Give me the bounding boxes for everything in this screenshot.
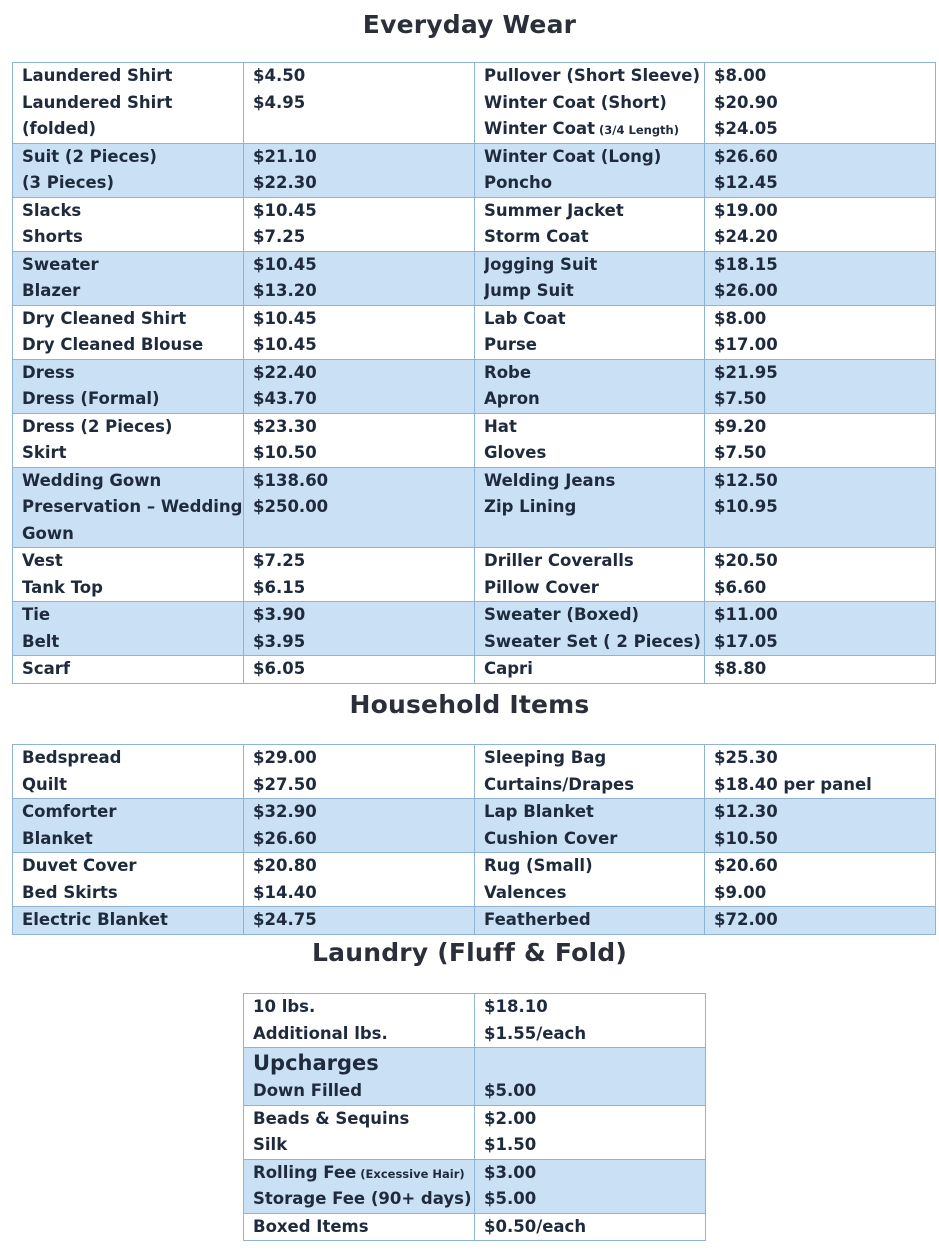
item-price: $25.30 bbox=[714, 748, 778, 767]
price-row bbox=[13, 745, 936, 799]
item-price-cell bbox=[705, 251, 936, 305]
item-name: Quilt bbox=[22, 774, 67, 794]
item-price-cell bbox=[705, 656, 936, 684]
price-row bbox=[13, 907, 936, 935]
item-price-cell bbox=[244, 602, 475, 656]
item-price: $20.90 bbox=[714, 92, 778, 112]
item-price: $138.60 bbox=[253, 470, 329, 490]
item-price-cell bbox=[475, 1048, 706, 1106]
price-row bbox=[244, 1159, 706, 1213]
item-price: $21.95 bbox=[714, 362, 778, 382]
price-row bbox=[13, 602, 936, 656]
item-name-cell bbox=[475, 656, 705, 684]
item-name-cell bbox=[475, 413, 705, 467]
item-price: $250.00 bbox=[253, 497, 329, 516]
item-name: Down Filled bbox=[253, 1081, 363, 1100]
item-price: $1.50 bbox=[484, 1135, 537, 1154]
item-price: $18.10 bbox=[484, 997, 548, 1016]
item-name-cell bbox=[475, 305, 705, 359]
item-price: $3.95 bbox=[253, 631, 306, 651]
item-price: $27.50 bbox=[253, 774, 317, 794]
item-name: Valences bbox=[484, 882, 567, 902]
item-name-cell bbox=[13, 305, 244, 359]
price-row bbox=[13, 305, 936, 359]
item-price-cell bbox=[705, 799, 936, 853]
item-name: Winter Coat (3/4 Length) bbox=[484, 119, 679, 138]
item-name: Scarf bbox=[22, 659, 71, 678]
item-price: $26.00 bbox=[714, 281, 778, 300]
item-price: $12.45 bbox=[714, 173, 778, 192]
item-price: $8.00 bbox=[714, 66, 767, 85]
item-name: Dress bbox=[22, 362, 75, 382]
item-name-cell bbox=[13, 602, 244, 656]
price-row bbox=[13, 359, 936, 413]
item-price: $10.50 bbox=[714, 828, 778, 848]
item-price: $32.90 bbox=[253, 802, 317, 821]
item-qualifier: (Excessive Hair) bbox=[356, 1166, 465, 1181]
item-price: $21.10 bbox=[253, 146, 317, 166]
item-price-cell bbox=[705, 853, 936, 907]
item-name: Poncho bbox=[484, 173, 553, 192]
household-items-table bbox=[12, 744, 936, 935]
item-price: $6.15 bbox=[253, 577, 306, 597]
item-price: $10.95 bbox=[714, 497, 778, 516]
price-row bbox=[244, 994, 706, 1048]
item-price: $19.00 bbox=[714, 200, 778, 220]
item-price: $3.00 bbox=[484, 1162, 537, 1182]
item-price-cell bbox=[244, 251, 475, 305]
item-price: $23.30 bbox=[253, 416, 317, 436]
item-name: Gown bbox=[22, 523, 74, 543]
item-name: Belt bbox=[22, 631, 60, 651]
item-price-cell bbox=[244, 745, 475, 799]
item-name-cell bbox=[13, 63, 244, 144]
item-name: Boxed Items bbox=[253, 1216, 369, 1236]
spacer bbox=[484, 1048, 705, 1078]
item-name: Laundered Shirt bbox=[22, 92, 173, 112]
item-name-cell bbox=[475, 251, 705, 305]
item-price: $72.00 bbox=[714, 910, 778, 929]
item-name: Sweater bbox=[22, 254, 99, 274]
item-price: $4.95 bbox=[253, 92, 306, 112]
price-row bbox=[13, 467, 936, 548]
item-price: $5.00 bbox=[484, 1081, 537, 1100]
item-name: Capri bbox=[484, 659, 533, 678]
price-row bbox=[13, 413, 936, 467]
price-row bbox=[244, 1213, 706, 1241]
item-name: Dry Cleaned Shirt bbox=[22, 308, 187, 328]
item-name: Winter Coat (Long) bbox=[484, 146, 662, 166]
item-name-cell bbox=[13, 467, 244, 548]
item-name: Jogging Suit bbox=[484, 254, 598, 274]
item-name-cell bbox=[244, 994, 475, 1048]
item-name: Bed Skirts bbox=[22, 882, 118, 902]
item-price: $18.40 per panel bbox=[714, 774, 872, 794]
price-row bbox=[13, 799, 936, 853]
item-price: $3.90 bbox=[253, 605, 306, 624]
item-name: Storm Coat bbox=[484, 227, 589, 246]
item-name-cell bbox=[475, 799, 705, 853]
item-name: Dry Cleaned Blouse bbox=[22, 335, 204, 354]
item-price-cell bbox=[475, 994, 706, 1048]
item-price: $7.25 bbox=[253, 551, 306, 570]
item-price-cell bbox=[705, 907, 936, 935]
item-price: $7.50 bbox=[714, 389, 767, 408]
item-price-cell bbox=[244, 467, 475, 548]
item-price: $20.50 bbox=[714, 551, 778, 570]
item-name-cell bbox=[244, 1213, 475, 1241]
item-name-cell bbox=[13, 197, 244, 251]
item-name-cell bbox=[13, 143, 244, 197]
item-price-cell bbox=[244, 853, 475, 907]
item-name: Robe bbox=[484, 362, 532, 382]
item-price: $0.50/each bbox=[484, 1216, 587, 1236]
item-price: $5.00 bbox=[484, 1189, 537, 1208]
item-price: $20.60 bbox=[714, 856, 778, 875]
item-name: Dress (Formal) bbox=[22, 389, 160, 408]
item-price: $10.50 bbox=[253, 443, 317, 462]
item-name: Suit (2 Pieces) bbox=[22, 146, 157, 166]
item-name: Additional lbs. bbox=[253, 1023, 388, 1043]
item-name: Jump Suit bbox=[484, 281, 574, 300]
item-price-cell bbox=[244, 548, 475, 602]
item-price-cell bbox=[705, 63, 936, 144]
item-name: Skirt bbox=[22, 443, 67, 462]
item-name: Lap Blanket bbox=[484, 802, 594, 821]
item-price-cell bbox=[475, 1213, 706, 1241]
item-price-cell bbox=[244, 197, 475, 251]
item-name: Pullover (Short Sleeve) bbox=[484, 66, 700, 85]
item-price: $11.00 bbox=[714, 605, 778, 624]
item-price bbox=[253, 116, 474, 143]
item-name-cell bbox=[13, 413, 244, 467]
item-price: $12.30 bbox=[714, 802, 778, 821]
item-price: $24.75 bbox=[253, 910, 317, 929]
price-row bbox=[13, 143, 936, 197]
item-name: Rolling Fee (Excessive Hair) bbox=[253, 1162, 465, 1182]
item-price-cell bbox=[705, 467, 936, 548]
item-name: Tank Top bbox=[22, 577, 103, 597]
item-price: $10.45 bbox=[253, 335, 317, 354]
item-name: Gloves bbox=[484, 443, 547, 462]
item-price: $6.60 bbox=[714, 577, 767, 597]
item-name: Vest bbox=[22, 551, 63, 570]
item-price: $7.25 bbox=[253, 227, 306, 246]
item-name: (3 Pieces) bbox=[22, 173, 115, 192]
item-price: $9.00 bbox=[714, 882, 767, 902]
item-name: Electric Blanket bbox=[22, 910, 168, 929]
item-name: Winter Coat (Short) bbox=[484, 92, 667, 112]
item-name-cell bbox=[244, 1048, 475, 1106]
item-price: $20.80 bbox=[253, 856, 317, 875]
item-name: Wedding Gown bbox=[22, 470, 162, 490]
item-price: $7.50 bbox=[714, 443, 767, 462]
item-name: Blanket bbox=[22, 828, 93, 848]
item-qualifier: (3/4 Length) bbox=[595, 123, 679, 137]
item-price: $18.15 bbox=[714, 254, 778, 274]
item-name: Lab Coat bbox=[484, 308, 566, 328]
price-row bbox=[13, 656, 936, 684]
item-price: $10.45 bbox=[253, 308, 317, 328]
item-name: Dress (2 Pieces) bbox=[22, 416, 173, 436]
item-price-cell bbox=[244, 63, 475, 144]
item-name: Sweater (Boxed) bbox=[484, 605, 640, 624]
item-price: $17.05 bbox=[714, 631, 778, 651]
item-name-cell bbox=[475, 602, 705, 656]
item-name: Duvet Cover bbox=[22, 856, 137, 875]
item-price-cell bbox=[475, 1105, 706, 1159]
item-name: Blazer bbox=[22, 281, 81, 300]
item-name: Shorts bbox=[22, 227, 83, 246]
item-price: $24.20 bbox=[714, 227, 778, 246]
upcharges-heading: Upcharges bbox=[253, 1051, 379, 1075]
item-name-cell bbox=[475, 853, 705, 907]
item-name: Driller Coveralls bbox=[484, 551, 634, 570]
item-price: $22.30 bbox=[253, 173, 317, 192]
item-name-cell bbox=[13, 745, 244, 799]
item-price-cell bbox=[705, 602, 936, 656]
item-name-cell bbox=[475, 548, 705, 602]
item-price-cell bbox=[705, 548, 936, 602]
item-name-cell bbox=[13, 799, 244, 853]
item-price: $1.55/each bbox=[484, 1023, 587, 1043]
item-name: Sleeping Bag bbox=[484, 748, 607, 767]
item-price-cell bbox=[705, 197, 936, 251]
item-price-cell bbox=[244, 305, 475, 359]
item-price: $13.20 bbox=[253, 281, 317, 300]
item-price: $8.00 bbox=[714, 308, 767, 328]
item-name-cell bbox=[475, 745, 705, 799]
item-name: Storage Fee (90+ days) bbox=[253, 1189, 472, 1208]
item-name-cell bbox=[475, 359, 705, 413]
item-name-cell bbox=[13, 907, 244, 935]
item-name-cell bbox=[13, 251, 244, 305]
item-name: Curtains/Drapes bbox=[484, 774, 635, 794]
item-name-cell bbox=[13, 548, 244, 602]
item-name-cell bbox=[475, 907, 705, 935]
item-name-cell bbox=[13, 359, 244, 413]
item-name: Sweater Set ( 2 Pieces) bbox=[484, 631, 701, 651]
item-price: $8.80 bbox=[714, 659, 767, 678]
item-name-cell bbox=[475, 143, 705, 197]
item-name: Purse bbox=[484, 335, 537, 354]
item-name: Laundered Shirt bbox=[22, 66, 173, 85]
item-price: $22.40 bbox=[253, 362, 317, 382]
item-name: (folded) bbox=[22, 119, 97, 138]
item-price: $9.20 bbox=[714, 416, 767, 436]
item-name: Cushion Cover bbox=[484, 828, 618, 848]
item-price: $14.40 bbox=[253, 882, 317, 902]
item-price-cell bbox=[244, 907, 475, 935]
item-name: Welding Jeans bbox=[484, 470, 616, 490]
item-name: Pillow Cover bbox=[484, 577, 599, 597]
item-price: $17.00 bbox=[714, 335, 778, 354]
item-name-cell bbox=[244, 1105, 475, 1159]
item-name: Comforter bbox=[22, 802, 117, 821]
item-price bbox=[253, 521, 474, 548]
item-name: Slacks bbox=[22, 200, 82, 220]
item-price-cell bbox=[244, 413, 475, 467]
price-row bbox=[13, 63, 936, 144]
item-price-cell bbox=[705, 305, 936, 359]
item-price: $10.45 bbox=[253, 254, 317, 274]
price-row bbox=[13, 548, 936, 602]
item-name: Summer Jacket bbox=[484, 200, 624, 220]
item-name: Bedspread bbox=[22, 748, 122, 767]
item-name-cell bbox=[244, 1159, 475, 1213]
everyday-wear-table bbox=[12, 62, 936, 684]
item-name: Apron bbox=[484, 389, 540, 408]
item-price-cell bbox=[244, 143, 475, 197]
item-name: Hat bbox=[484, 416, 517, 436]
item-name: Featherbed bbox=[484, 910, 591, 929]
item-name-cell bbox=[475, 467, 705, 548]
price-row bbox=[13, 197, 936, 251]
item-name: Preservation – Wedding bbox=[22, 497, 243, 516]
item-price: $29.00 bbox=[253, 748, 317, 767]
item-price-cell bbox=[244, 359, 475, 413]
item-price-cell bbox=[705, 143, 936, 197]
item-name-cell bbox=[475, 197, 705, 251]
item-price: $6.05 bbox=[253, 659, 306, 678]
item-price: $10.45 bbox=[253, 200, 317, 220]
price-row bbox=[244, 1105, 706, 1159]
item-name: Tie bbox=[22, 605, 51, 624]
item-name: Rug (Small) bbox=[484, 856, 593, 875]
item-name-cell bbox=[13, 656, 244, 684]
item-price: $26.60 bbox=[253, 828, 317, 848]
everyday-wear-title: Everyday Wear bbox=[362, 10, 577, 39]
price-row bbox=[13, 251, 936, 305]
item-price-cell bbox=[475, 1159, 706, 1213]
item-name-cell bbox=[13, 853, 244, 907]
item-price: $26.60 bbox=[714, 146, 778, 166]
item-price: $2.00 bbox=[484, 1108, 537, 1128]
price-row bbox=[13, 853, 936, 907]
laundry-title: Laundry (Fluff & Fold) bbox=[312, 938, 627, 967]
item-price-cell bbox=[705, 359, 936, 413]
laundry-table bbox=[243, 993, 706, 1241]
item-price: $12.50 bbox=[714, 470, 778, 490]
item-price-cell bbox=[705, 413, 936, 467]
item-price: $43.70 bbox=[253, 389, 317, 408]
item-name-cell bbox=[475, 63, 705, 144]
item-price: $4.50 bbox=[253, 66, 306, 85]
item-price-cell bbox=[244, 656, 475, 684]
item-name: Beads & Sequins bbox=[253, 1108, 410, 1128]
item-price-cell bbox=[244, 799, 475, 853]
household-items-title: Household Items bbox=[349, 690, 590, 719]
item-name: Zip Lining bbox=[484, 497, 577, 516]
item-name: 10 lbs. bbox=[253, 997, 316, 1016]
price-row bbox=[244, 1048, 706, 1106]
item-name: Silk bbox=[253, 1135, 288, 1154]
item-price: $24.05 bbox=[714, 119, 778, 138]
item-price-cell bbox=[705, 745, 936, 799]
